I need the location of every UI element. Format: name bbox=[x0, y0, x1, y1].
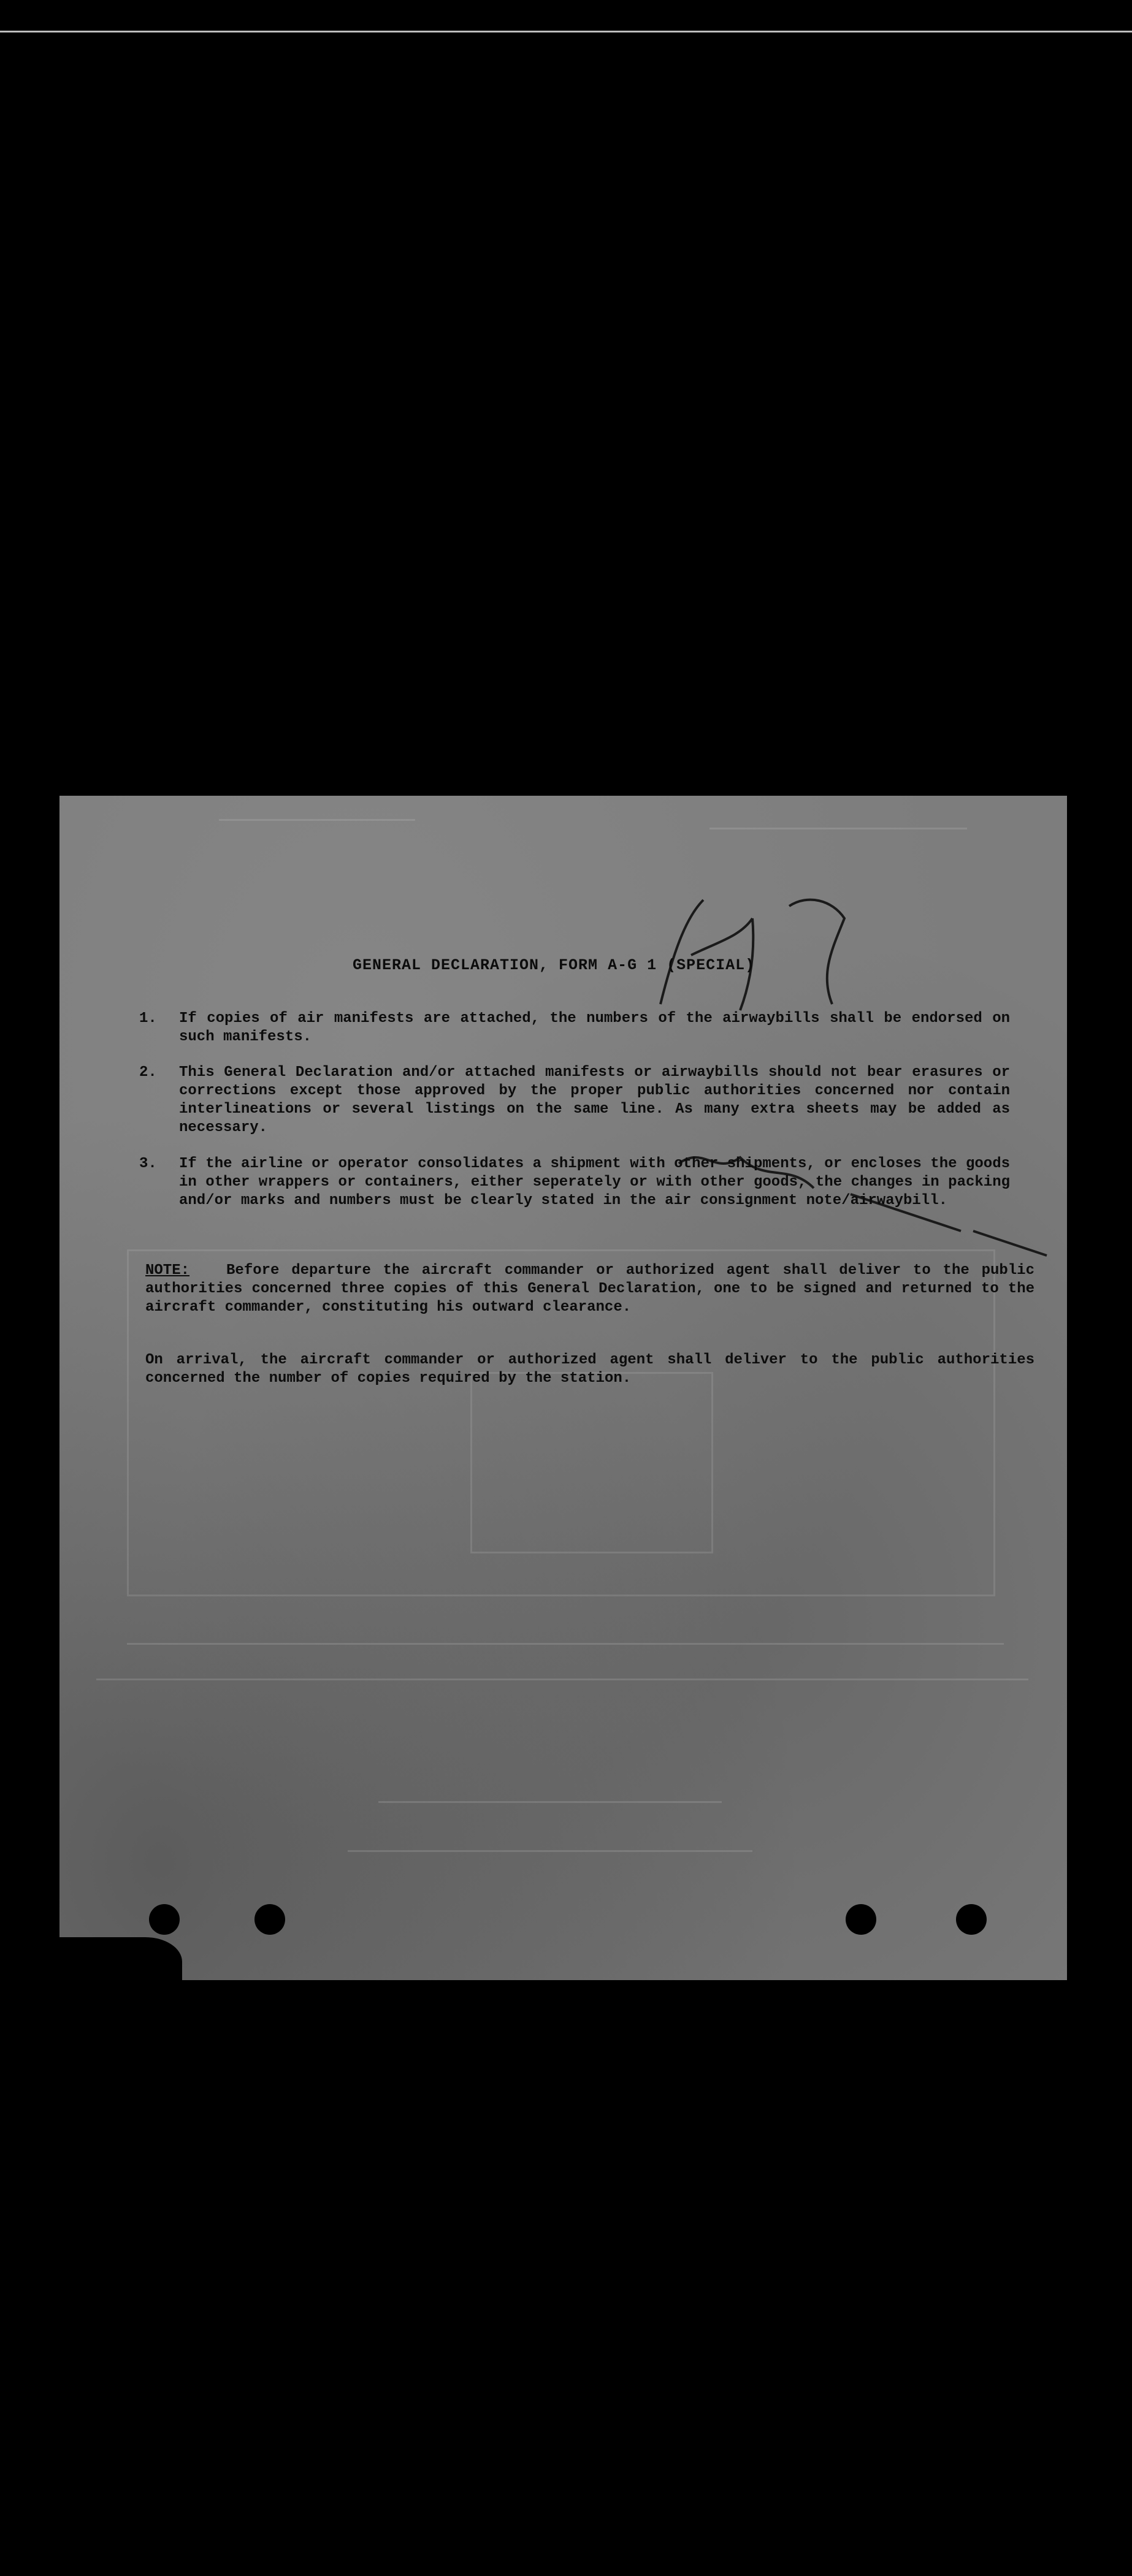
item-number: 2. bbox=[139, 1064, 157, 1081]
item-text: If copies of air manifests are attached, the numbers of the airwaybills shall be endorsed on such manifests. bbox=[179, 1010, 1010, 1045]
bleed-through-line bbox=[96, 1679, 1028, 1680]
item-number: 3. bbox=[139, 1156, 157, 1172]
bleed-through-box bbox=[470, 1372, 713, 1553]
note-text: Before departure the aircraft commander or authorized agent shall deliver to the public authorities concerned three copies of this General Declaration, one to be signed and returned to the aircraft commander, constituting his outward clearance. bbox=[145, 1262, 1034, 1316]
punch-hole bbox=[846, 1904, 876, 1935]
document-page bbox=[59, 796, 1067, 1980]
punch-hole bbox=[149, 1904, 180, 1935]
document-title: GENERAL DECLARATION, FORM A-G 1 (SPECIAL) bbox=[353, 956, 755, 974]
bleed-through-line bbox=[348, 1850, 752, 1852]
bleed-through-line bbox=[709, 828, 967, 829]
arrival-note: On arrival, the aircraft commander or authorized agent shall deliver to the public authorities concerned the number of copies required by the station. bbox=[145, 1352, 1034, 1387]
departure-note bbox=[145, 1262, 1034, 1317]
instruction-item-2 bbox=[139, 1064, 1010, 1137]
bleed-through-line bbox=[378, 1801, 722, 1803]
bleed-through-line bbox=[127, 1643, 1004, 1645]
instruction-item-1 bbox=[139, 1010, 1010, 1046]
handwritten-mark bbox=[648, 882, 906, 1029]
punch-hole bbox=[254, 1904, 285, 1935]
punch-hole bbox=[956, 1904, 987, 1935]
instruction-item-3 bbox=[139, 1155, 1010, 1210]
torn-corner bbox=[59, 1937, 182, 1980]
scan-top-rule bbox=[0, 31, 1132, 32]
item-text: If the airline or operator consolidates a shipment with other shipments, or encloses the goods in other wrappers or containers, either seperately or with other goods, the changes in packing and/or marks and numbers must be clearly stated in the air consignment note/airwaybill. bbox=[179, 1156, 1010, 1209]
bleed-through-line bbox=[219, 819, 415, 821]
item-number: 1. bbox=[139, 1010, 157, 1027]
item-text: This General Declaration and/or attached manifests or airwaybills should not bear erasures or corrections except those approved by the proper public authorities concerned nor contain interlineations or several listings on the same line. As many extra sheets may be added as necessary. bbox=[179, 1064, 1010, 1136]
note-label: NOTE: bbox=[145, 1262, 190, 1279]
